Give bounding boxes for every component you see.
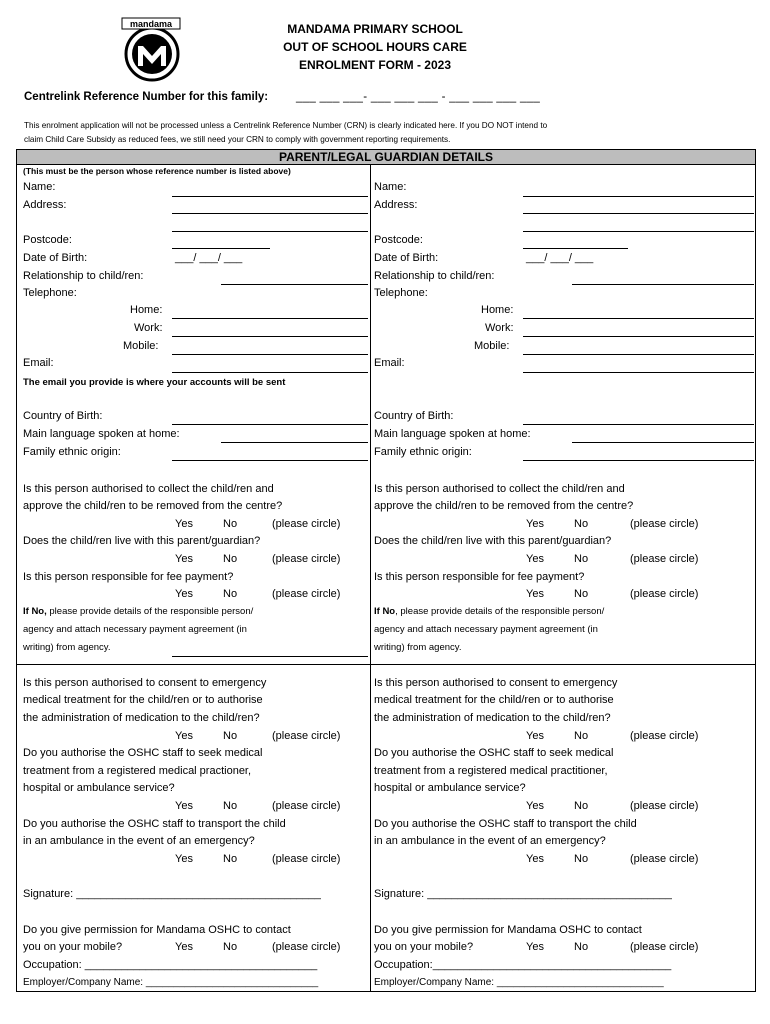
fee-no[interactable]: No (574, 588, 589, 600)
seek-circle-note: (please circle) (272, 800, 341, 812)
ethnic-label: Family ethnic origin: (23, 446, 121, 458)
consent-circle-note: (please circle) (630, 730, 699, 742)
address-field-1[interactable] (523, 213, 754, 214)
seek-yes[interactable]: Yes (526, 800, 544, 812)
name-label: Name: (23, 181, 56, 193)
seek-no[interactable]: No (574, 800, 589, 812)
crn-label: Centrelink Reference Number for this family: (24, 91, 269, 103)
transport-yes[interactable]: Yes (175, 853, 193, 865)
home-phone-field[interactable] (172, 318, 368, 319)
transport-yes[interactable]: Yes (526, 853, 544, 865)
collect-q-line2: approve the child/ren to be removed from the centre? (374, 500, 634, 512)
column-divider (370, 165, 371, 992)
live-q: Does the child/ren live with this parent/guardian? (23, 535, 261, 547)
fee-q: Is this person responsible for fee payment? (374, 571, 585, 583)
consent-q-line2: medical treatment for the child/ren or to authorise (23, 694, 263, 706)
postcode-field[interactable] (523, 248, 628, 249)
mobile-phone-label: Mobile: (474, 340, 510, 352)
dob-label: Date of Birth: (374, 252, 439, 264)
transport-q-line1: Do you authorise the OSHC staff to transport the child (23, 818, 286, 830)
ifno-line2: agency and attach necessary payment agreement (in (374, 624, 598, 635)
consent-q-line3: the administration of medication to the child/ren? (23, 712, 260, 724)
transport-no[interactable]: No (574, 853, 589, 865)
notice-line-1: This enrolment application will not be processed unless a Centrelink Reference Number (CRN) is clearly indicated here. If you DO NOT intend to (24, 121, 548, 130)
fee-circle-note: (please circle) (272, 588, 341, 600)
contact-yes[interactable]: Yes (175, 941, 193, 953)
email-note: The email you provide is where your accounts will be sent (23, 377, 286, 388)
row-divider (16, 664, 756, 665)
transport-q-line2: in an ambulance in the event of an emergency? (374, 835, 606, 847)
section-subnote: (This must be the person whose reference number is listed above) (23, 166, 291, 176)
transport-circle-note: (please circle) (272, 853, 341, 865)
seek-no[interactable]: No (223, 800, 238, 812)
fee-circle-note: (please circle) (630, 588, 699, 600)
dob-field[interactable]: ___/ ___/ ___ (175, 252, 243, 264)
ethnic-field[interactable] (172, 460, 368, 461)
telephone-label: Telephone: (374, 287, 428, 299)
postcode-field[interactable] (172, 248, 270, 249)
ethnic-field[interactable] (523, 460, 754, 461)
name-field[interactable] (523, 196, 754, 197)
seek-q-line2: treatment from a registered medical practitioner, (374, 765, 608, 777)
collect-no[interactable]: No (223, 518, 238, 530)
country-label: Country of Birth: (23, 410, 103, 422)
ifno-line1: If No, please provide details of the responsible person/ (23, 606, 254, 617)
email-label: Email: (374, 357, 405, 369)
address-field-2[interactable] (172, 231, 368, 232)
ifno-line3: writing) from agency. (374, 642, 462, 653)
live-no[interactable]: No (223, 553, 238, 565)
telephone-label: Telephone: (23, 287, 77, 299)
ifno-line1: If No, please provide details of the responsible person/ (374, 606, 605, 617)
employer-field[interactable]: Employer/Company Name: _______________________________ (23, 977, 319, 988)
work-phone-label: Work: (485, 322, 514, 334)
country-field[interactable] (172, 424, 368, 425)
email-label: Email: (23, 357, 54, 369)
email-field[interactable] (172, 372, 368, 373)
seek-yes[interactable]: Yes (175, 800, 193, 812)
dob-label: Date of Birth: (23, 252, 88, 264)
consent-q-line1: Is this person authorised to consent to emergency (374, 677, 618, 689)
consent-yes[interactable]: Yes (526, 730, 544, 742)
live-no[interactable]: No (574, 553, 589, 565)
relationship-field[interactable] (221, 284, 368, 285)
country-label: Country of Birth: (374, 410, 454, 422)
signature-field[interactable]: Signature: ________________________________________ (374, 888, 672, 900)
transport-q-line1: Do you authorise the OSHC staff to transport the child (374, 818, 637, 830)
relationship-field[interactable] (572, 284, 754, 285)
dob-field[interactable]: ___/ ___/ ___ (526, 252, 594, 264)
notice-line-2: claim Child Care Subsidy as reduced fees, we still need your CRN to comply with government reporting requirements. (24, 135, 451, 144)
contact-q-line1: Do you give permission for Mandama OSHC to contact (23, 924, 291, 936)
seek-q-line1: Do you authorise the OSHC staff to seek medical (374, 747, 614, 759)
language-label: Main language spoken at home: (374, 428, 531, 440)
crn-input[interactable]: ___ ___ ___- ___ ___ ___ - ___ ___ ___ ___ (296, 91, 541, 103)
fee-no[interactable]: No (223, 588, 238, 600)
live-circle-note: (please circle) (272, 553, 341, 565)
home-phone-field[interactable] (523, 318, 754, 319)
postcode-label: Postcode: (23, 234, 72, 246)
consent-no[interactable]: No (223, 730, 238, 742)
home-phone-label: Home: (481, 304, 514, 316)
email-field[interactable] (523, 372, 754, 373)
title-line-1: MANDAMA PRIMARY SCHOOL (287, 22, 463, 36)
fee-q: Is this person responsible for fee payment? (23, 571, 234, 583)
ifno-line2: agency and attach necessary payment agreement (in (23, 624, 247, 635)
consent-circle-note: (please circle) (272, 730, 341, 742)
employer-field[interactable]: Employer/Company Name: ______________________________ (374, 977, 664, 988)
relationship-label: Relationship to child/ren: (374, 270, 495, 282)
transport-no[interactable]: No (223, 853, 238, 865)
fee-yes[interactable]: Yes (526, 588, 544, 600)
language-label: Main language spoken at home: (23, 428, 180, 440)
mobile-phone-field[interactable] (523, 354, 754, 355)
mobile-phone-field[interactable] (172, 354, 368, 355)
transport-circle-note: (please circle) (630, 853, 699, 865)
collect-yes[interactable]: Yes (175, 518, 193, 530)
contact-yes[interactable]: Yes (526, 941, 544, 953)
form-title (240, 20, 510, 74)
language-field[interactable] (572, 442, 754, 443)
work-phone-field[interactable] (523, 336, 754, 337)
postcode-label: Postcode: (374, 234, 423, 246)
collect-q-line1: Is this person authorised to collect the child/ren and (374, 483, 625, 495)
seek-q-line3: hospital or ambulance service? (374, 782, 526, 794)
address-label: Address: (374, 199, 418, 211)
contact-q-line2: you on your mobile? (23, 941, 123, 953)
consent-q-line1: Is this person authorised to consent to emergency (23, 677, 267, 689)
contact-q-line2: you on your mobile? (374, 941, 474, 953)
address-field-1[interactable] (172, 213, 368, 214)
collect-circle-note: (please circle) (630, 518, 699, 530)
seek-q-line3: hospital or ambulance service? (23, 782, 175, 794)
address-label: Address: (23, 199, 67, 211)
contact-q-line1: Do you give permission for Mandama OSHC to contact (374, 924, 642, 936)
occupation-field[interactable]: Occupation:_______________________________________ (374, 959, 672, 971)
ethnic-label: Family ethnic origin: (374, 446, 472, 458)
address-field-2[interactable] (523, 231, 754, 232)
contact-no[interactable]: No (223, 941, 238, 953)
occupation-field[interactable]: Occupation: ______________________________________ (23, 959, 318, 971)
contact-circle-note: (please circle) (272, 941, 341, 953)
country-field[interactable] (523, 424, 754, 425)
live-circle-note: (please circle) (630, 553, 699, 565)
live-q: Does the child/ren live with this parent/guardian? (374, 535, 612, 547)
collect-circle-note: (please circle) (272, 518, 341, 530)
collect-q-line1: Is this person authorised to collect the child/ren and (23, 483, 274, 495)
collect-yes[interactable]: Yes (526, 518, 544, 530)
section-header: PARENT/LEGAL GUARDIAN DETAILS (16, 149, 756, 165)
ifno-field[interactable] (172, 656, 368, 657)
school-logo (48, 14, 186, 82)
name-label: Name: (374, 181, 407, 193)
consent-yes[interactable]: Yes (175, 730, 193, 742)
title-line-3: ENROLMENT FORM - 2023 (298, 58, 451, 72)
seek-q-line2: treatment from a registered medical practioner, (23, 765, 252, 777)
ifno-line3: writing) from agency. (23, 642, 111, 653)
logo-text: mandama (129, 19, 173, 29)
collect-no[interactable]: No (574, 518, 589, 530)
relationship-label: Relationship to child/ren: (23, 270, 144, 282)
consent-no[interactable]: No (574, 730, 589, 742)
name-field[interactable] (172, 196, 368, 197)
seek-circle-note: (please circle) (630, 800, 699, 812)
collect-q-line2: approve the child/ren to be removed from the centre? (23, 500, 283, 512)
language-field[interactable] (221, 442, 368, 443)
fee-yes[interactable]: Yes (175, 588, 193, 600)
seek-q-line1: Do you authorise the OSHC staff to seek medical (23, 747, 263, 759)
home-phone-label: Home: (130, 304, 163, 316)
live-yes[interactable]: Yes (175, 553, 193, 565)
mobile-phone-label: Mobile: (123, 340, 159, 352)
contact-no[interactable]: No (574, 941, 589, 953)
signature-field[interactable]: Signature: ________________________________________ (23, 888, 321, 900)
title-line-2: OUT OF SCHOOL HOURS CARE (283, 40, 467, 54)
live-yes[interactable]: Yes (526, 553, 544, 565)
contact-circle-note: (please circle) (630, 941, 699, 953)
work-phone-label: Work: (134, 322, 163, 334)
transport-q-line2: in an ambulance in the event of an emergency? (23, 835, 255, 847)
consent-q-line3: the administration of medication to the child/ren? (374, 712, 611, 724)
consent-q-line2: medical treatment for the child/ren or to authorise (374, 694, 614, 706)
work-phone-field[interactable] (172, 336, 368, 337)
